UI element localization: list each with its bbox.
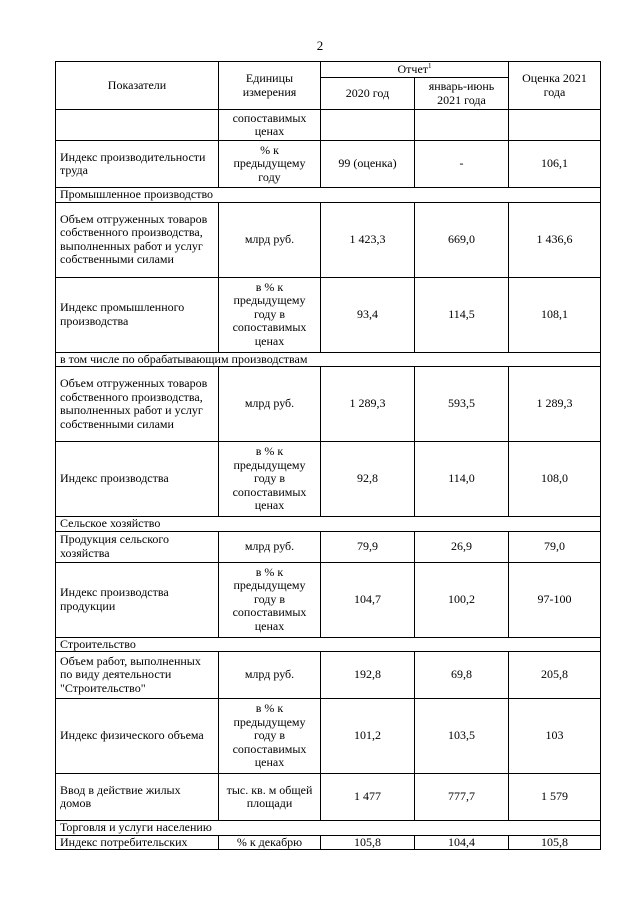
value-2020: 1 289,3 — [321, 367, 415, 442]
unit-cell: % к декабрю — [219, 835, 321, 850]
table-row — [56, 367, 601, 442]
section-row — [56, 637, 601, 652]
indicator-name: Продукция сельского хозяйства — [56, 531, 219, 562]
value-estimate-2021: 103 — [509, 699, 601, 774]
table-row — [56, 774, 601, 821]
value-2021-h1: 104,4 — [415, 835, 509, 850]
value-2020: 79,9 — [321, 531, 415, 562]
indicator-name — [56, 110, 219, 141]
page-number: 2 — [316, 38, 324, 53]
report-footnote: 1 — [428, 61, 432, 70]
value-2020: 105,8 — [321, 835, 415, 850]
value-2020: 192,8 — [321, 652, 415, 699]
unit-cell: в % к предыдущему году в сопоставимых ценах — [219, 699, 321, 774]
value-2021-h1: 26,9 — [415, 531, 509, 562]
section-row — [56, 352, 601, 367]
value-estimate-2021: 205,8 — [509, 652, 601, 699]
value-estimate-2021: 1 579 — [509, 774, 601, 821]
value-2020: 101,2 — [321, 699, 415, 774]
value-2021-h1: 100,2 — [415, 562, 509, 637]
unit-cell: в % к предыдущему году в сопоставимых ценах — [219, 277, 321, 352]
section-title: Промышленное производство — [56, 188, 601, 203]
value-estimate-2021: 1 289,3 — [509, 367, 601, 442]
value-estimate-2021: 97-100 — [509, 562, 601, 637]
table-row — [56, 277, 601, 352]
header-units: Единицы измерения — [219, 62, 321, 110]
unit-cell: сопоставимых ценах — [219, 110, 321, 141]
value-2020 — [321, 110, 415, 141]
value-estimate-2021: 108,1 — [509, 277, 601, 352]
table-row — [56, 531, 601, 562]
value-2021-h1: 669,0 — [415, 202, 509, 277]
value-2020: 1 423,3 — [321, 202, 415, 277]
section-title: Торговля и услуги населению — [56, 821, 601, 836]
value-2021-h1: - — [415, 141, 509, 188]
unit-cell: % к предыдущему году — [219, 141, 321, 188]
header-report: Отчет$^1$ — [321, 62, 509, 78]
value-2020: 92,8 — [321, 442, 415, 517]
indicator-name: Объем работ, выполненных по виду деятельности "Строительство" — [56, 652, 219, 699]
unit-cell: млрд руб. — [219, 652, 321, 699]
value-2021-h1: 114,0 — [415, 442, 509, 517]
indicator-name: Индекс производства продукции — [56, 562, 219, 637]
table-row — [56, 141, 601, 188]
section-row — [56, 821, 601, 836]
unit-cell: млрд руб. — [219, 367, 321, 442]
unit-cell: млрд руб. — [219, 202, 321, 277]
table-row — [56, 835, 601, 850]
indicator-name: Индекс производства — [56, 442, 219, 517]
unit-cell: в % к предыдущему году в сопоставимых ценах — [219, 442, 321, 517]
indicator-name: Объем отгруженных товаров собственного производства, выполненных работ и услуг собственными силами — [56, 202, 219, 277]
indicator-name: Индекс промышленного производства — [56, 277, 219, 352]
header-2021-h1: январь-июнь 2021 года — [415, 78, 509, 110]
value-2020: 1 477 — [321, 774, 415, 821]
unit-cell: тыс. кв. м общей площади — [219, 774, 321, 821]
indicator-name: Объем отгруженных товаров собственного производства, выполненных работ и услуг собственными силами — [56, 367, 219, 442]
table-row — [56, 652, 601, 699]
value-estimate-2021: 106,1 — [509, 141, 601, 188]
header-2020: 2020 год — [321, 78, 415, 110]
section-row — [56, 188, 601, 203]
section-title: в том числе по обрабатывающим производствам — [56, 352, 601, 367]
table-row — [56, 699, 601, 774]
value-2021-h1: 593,5 — [415, 367, 509, 442]
value-2020: 93,4 — [321, 277, 415, 352]
value-estimate-2021: 1 436,6 — [509, 202, 601, 277]
value-2021-h1 — [415, 110, 509, 141]
value-2020: 99 (оценка) — [321, 141, 415, 188]
table-row — [56, 562, 601, 637]
indicator-name: Индекс производительности труда — [56, 141, 219, 188]
value-2020: 104,7 — [321, 562, 415, 637]
section-title: Строительство — [56, 637, 601, 652]
header-indicators: Показатели — [56, 62, 219, 110]
value-2021-h1: 777,7 — [415, 774, 509, 821]
section-title: Сельское хозяйство — [56, 517, 601, 532]
value-estimate-2021: 108,0 — [509, 442, 601, 517]
value-2021-h1: 103,5 — [415, 699, 509, 774]
section-row — [56, 517, 601, 532]
value-estimate-2021: 105,8 — [509, 835, 601, 850]
indicators-table — [55, 61, 601, 850]
indicator-name: Индекс потребительских — [56, 835, 219, 850]
indicator-name: Индекс физического объема — [56, 699, 219, 774]
table-row — [56, 442, 601, 517]
value-estimate-2021 — [509, 110, 601, 141]
indicator-name: Ввод в действие жилых домов — [56, 774, 219, 821]
table-row — [56, 110, 601, 141]
header-estimate: Оценка 2021 года — [509, 62, 601, 110]
value-2021-h1: 69,8 — [415, 652, 509, 699]
value-estimate-2021: 79,0 — [509, 531, 601, 562]
value-2021-h1: 114,5 — [415, 277, 509, 352]
unit-cell: млрд руб. — [219, 531, 321, 562]
table-row — [56, 202, 601, 277]
unit-cell: в % к предыдущему году в сопоставимых ценах — [219, 562, 321, 637]
